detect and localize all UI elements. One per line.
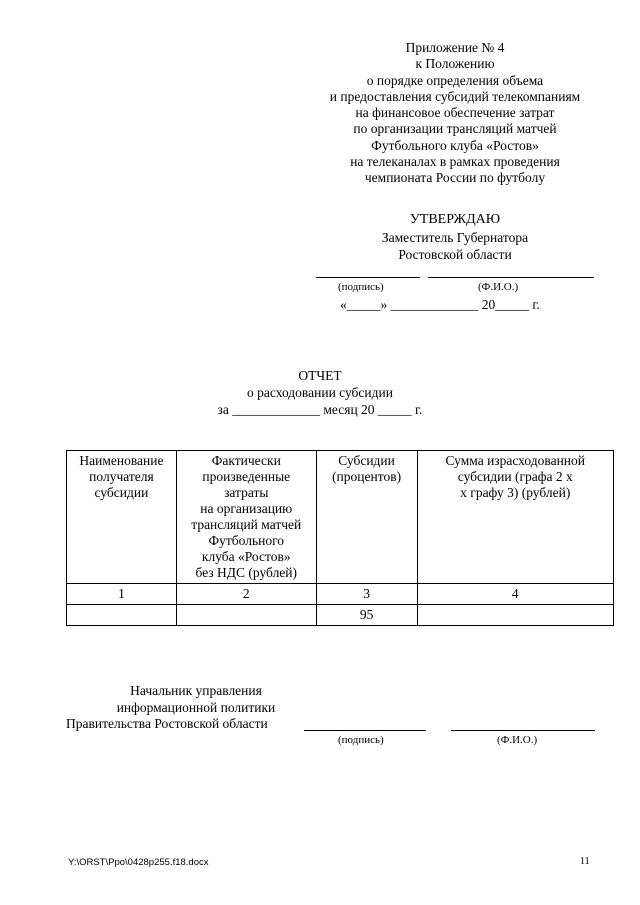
- report-subtitle: о расходовании субсидии: [247, 385, 393, 400]
- approval-role-line: Ростовской области: [398, 246, 512, 262]
- appendix-line: по организации трансляций матчей: [353, 121, 557, 137]
- appendix-line: чемпионата России по футболу: [364, 170, 546, 186]
- approval-signature-line: [316, 277, 420, 278]
- footer-file-path: Y:\ORST\Ppo\0428p255.f18.docx: [68, 857, 209, 868]
- header-actual-costs: Фактически произведенные затраты на организацию трансляций матчей Футбольного клуба «Ростов» без НДС (рублей): [176, 451, 316, 584]
- appendix-line: Приложение № 4: [405, 40, 505, 55]
- approval-signature-caption: (подпись): [338, 281, 384, 293]
- report-title: ОТЧЕТ: [298, 368, 342, 383]
- appendix-line: на финансовое обеспечение затрат: [355, 105, 555, 121]
- signoff-name-caption: (Ф.И.О.): [497, 734, 538, 746]
- table-header-row: [67, 451, 614, 584]
- header-recipient: Наименование получателя субсидии: [67, 451, 177, 584]
- approval-role-line: Заместитель Губернатора: [381, 230, 529, 245]
- column-number: 2: [176, 584, 316, 605]
- table-cell: [176, 605, 316, 626]
- signoff-line: Правительства Ростовской области: [66, 716, 268, 731]
- table-cell: 95: [316, 605, 417, 626]
- appendix-line: и предоставления субсидий телекомпаниям: [329, 88, 581, 104]
- signoff-signature-line: [304, 730, 426, 731]
- approval-title: УТВЕРЖДАЮ: [409, 212, 501, 227]
- approval-role: [300, 230, 610, 263]
- signoff-line: Начальник управления: [130, 683, 262, 698]
- header-spent-amount: Сумма израсходованной субсидии (графа 2 х х графу 3) (рублей): [417, 451, 614, 584]
- appendix-line: Футбольного клуба «Ростов»: [371, 137, 539, 153]
- report-heading: [120, 367, 520, 418]
- appendix-header: [300, 40, 610, 187]
- signoff-signature-caption: (подпись): [338, 734, 384, 746]
- approval-name-caption: (Ф.И.О.): [478, 281, 519, 293]
- report-table: [66, 450, 614, 626]
- table-cell: [67, 605, 177, 626]
- approval-name-line: [428, 277, 594, 278]
- report-period: за _____________ месяц 20 _____ г.: [217, 402, 423, 417]
- column-number: 4: [417, 584, 614, 605]
- appendix-line: о порядке определения объема: [366, 72, 544, 88]
- approval-date-line: «_____» _____________ 20_____ г.: [340, 297, 540, 312]
- column-number: 1: [67, 584, 177, 605]
- page-number: 11: [580, 856, 590, 867]
- signoff-block: [66, 683, 296, 733]
- appendix-line: к Положению: [415, 56, 495, 72]
- appendix-line: на телеканалах в рамках проведения: [350, 154, 560, 170]
- table-number-row: [67, 584, 614, 605]
- column-number: 3: [316, 584, 417, 605]
- signoff-line: информационной политики: [116, 699, 276, 715]
- table-row: [67, 605, 614, 626]
- signoff-name-line: [451, 730, 595, 731]
- table-cell: [417, 605, 614, 626]
- header-subsidy-percent: Субсидии (процентов): [316, 451, 417, 584]
